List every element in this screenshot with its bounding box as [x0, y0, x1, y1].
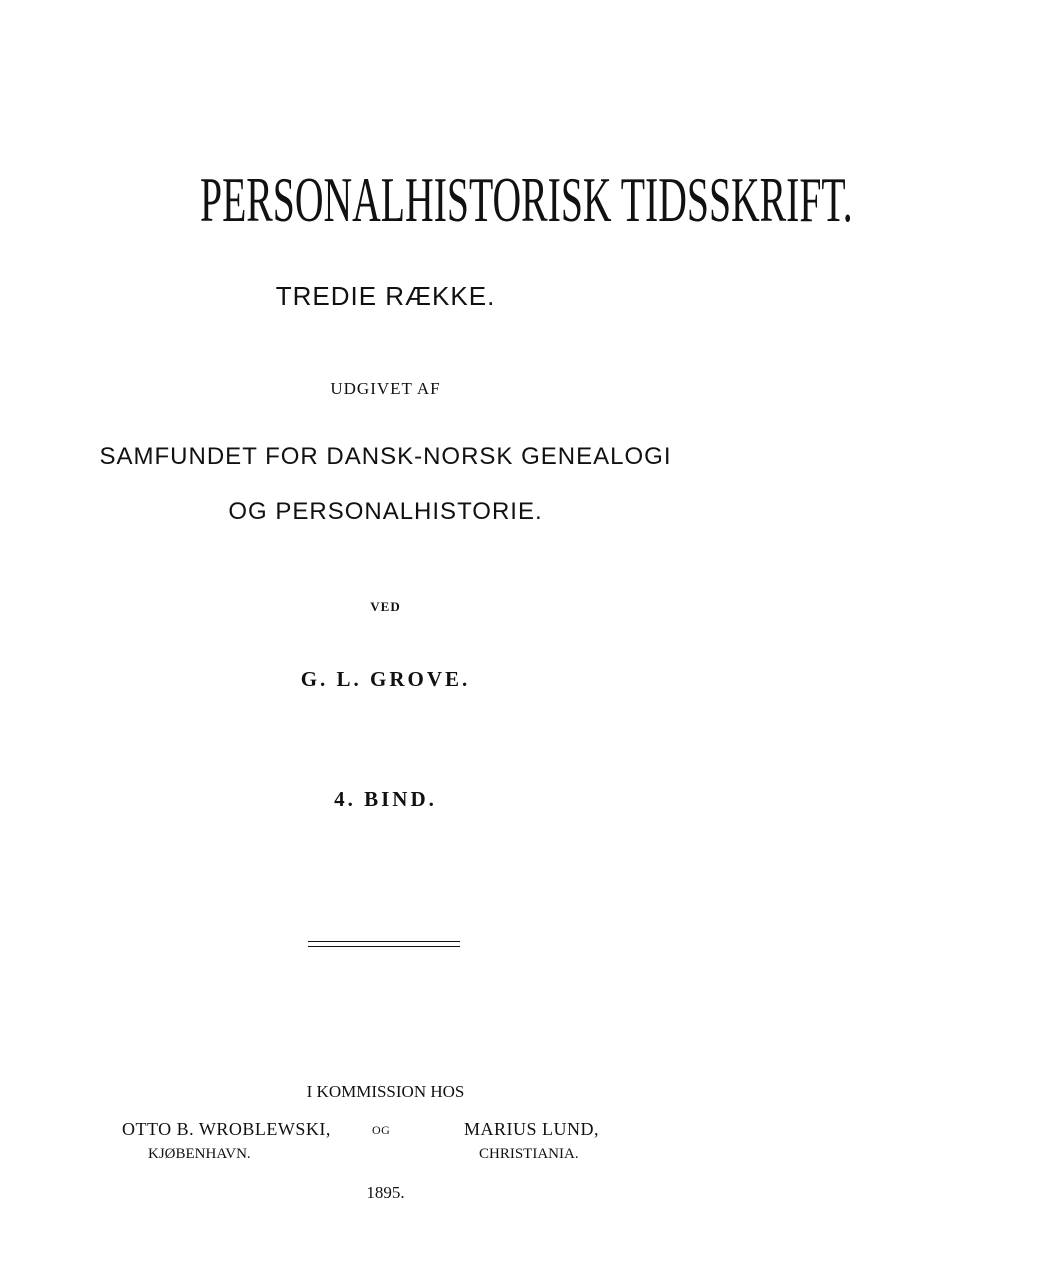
- series-line: TREDIE RÆKKE.: [275, 281, 496, 311]
- publication-year: 1895.: [366, 1183, 405, 1202]
- by-line: VED: [370, 599, 401, 614]
- publisher-conjunction: OG: [372, 1123, 391, 1137]
- journal-title: [0, 150, 853, 250]
- publisher-right-name: MARIUS LUND,: [464, 1119, 600, 1139]
- divider-rule-bottom: [308, 946, 460, 947]
- publisher-right-city: CHRISTIANIA.: [479, 1146, 579, 1162]
- publisher-left-city: KJØBENHAVN.: [148, 1146, 251, 1162]
- society-line-2: OG PERSONALHISTORIE.: [228, 498, 543, 525]
- publisher-left-name: OTTO B. WROBLEWSKI,: [122, 1119, 331, 1139]
- commission-line: I KOMMISSION HOS: [306, 1082, 465, 1101]
- volume-number: 4. BIND.: [334, 787, 437, 811]
- divider-rule-top: [308, 941, 460, 942]
- society-line-1: SAMFUNDET FOR DANSK-NORSK GENEALOGI: [99, 443, 672, 470]
- edited-by-line: UDGIVET AF: [330, 379, 441, 398]
- journal-title-text: PERSONALHISTORISK TIDSSKRIFT.: [199, 164, 853, 235]
- editor-name: G. L. GROVE.: [300, 667, 471, 691]
